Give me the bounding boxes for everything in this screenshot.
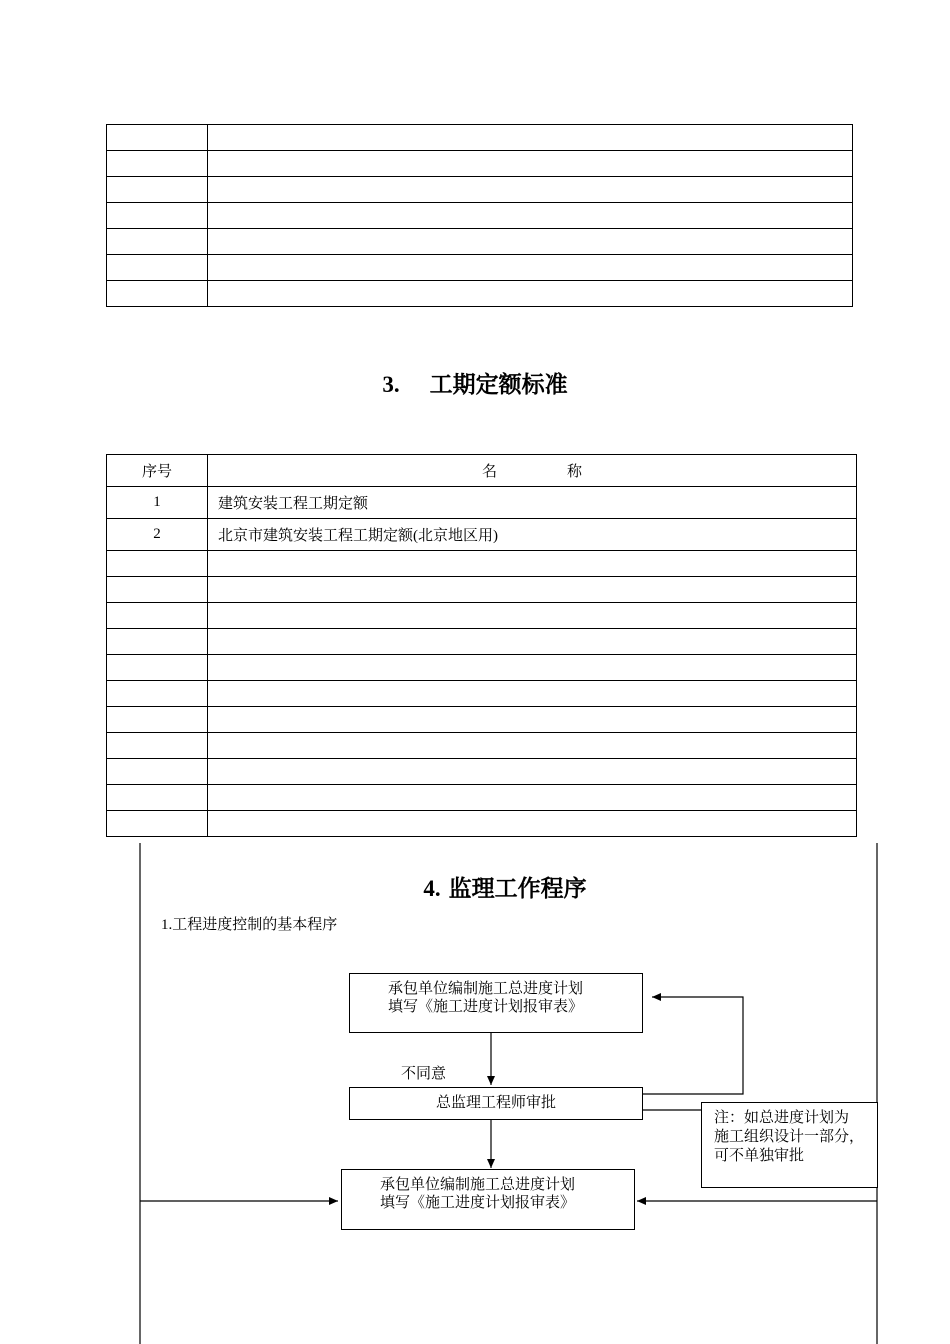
row-name: 建筑安装工程工期定额 xyxy=(208,487,857,519)
feedback-loop-arrow xyxy=(642,997,743,1094)
row-name: 北京市建筑安装工程工期定额(北京地区用) xyxy=(208,519,857,551)
section4-title: 监理工作程序 xyxy=(448,876,587,901)
row-seq: 1 xyxy=(107,487,208,519)
note-line2: 施工组织设计一部分， xyxy=(714,1129,865,1145)
header-name-b: 称 xyxy=(567,464,583,480)
note-line3: 可不单独审批 xyxy=(714,1148,805,1164)
flow-box-plan-2-line2: 填写《施工进度计划报审表》 xyxy=(380,1195,576,1211)
flow-box-plan-line2: 填写《施工进度计划报审表》 xyxy=(388,999,584,1015)
flow-box-approval xyxy=(349,1087,643,1120)
flow-box-approval-label: 总监理工程师审批 xyxy=(435,1095,556,1111)
flow-box-plan-2 xyxy=(341,1169,635,1230)
subtitle: 1.工程进度控制的基本程序 xyxy=(161,917,338,933)
section3-title: 工期定额标准 xyxy=(429,372,568,397)
disagree-label: 不同意 xyxy=(401,1066,447,1082)
flow-box-plan xyxy=(349,973,643,1033)
header-name-a: 名 xyxy=(481,464,497,480)
section4-number: 4. xyxy=(423,876,441,901)
row-seq: 2 xyxy=(107,519,208,551)
flow-box-plan-2-line1: 承包单位编制施工总进度计划 xyxy=(380,1177,576,1193)
note-line1: 注：如总进度计划为 xyxy=(714,1110,850,1126)
flow-box-plan-line1: 承包单位编制施工总进度计划 xyxy=(388,981,584,997)
note-box xyxy=(701,1102,878,1188)
header-seq: 序号 xyxy=(107,455,208,487)
section3-number: 3. xyxy=(382,372,400,397)
section4-heading xyxy=(0,870,950,903)
